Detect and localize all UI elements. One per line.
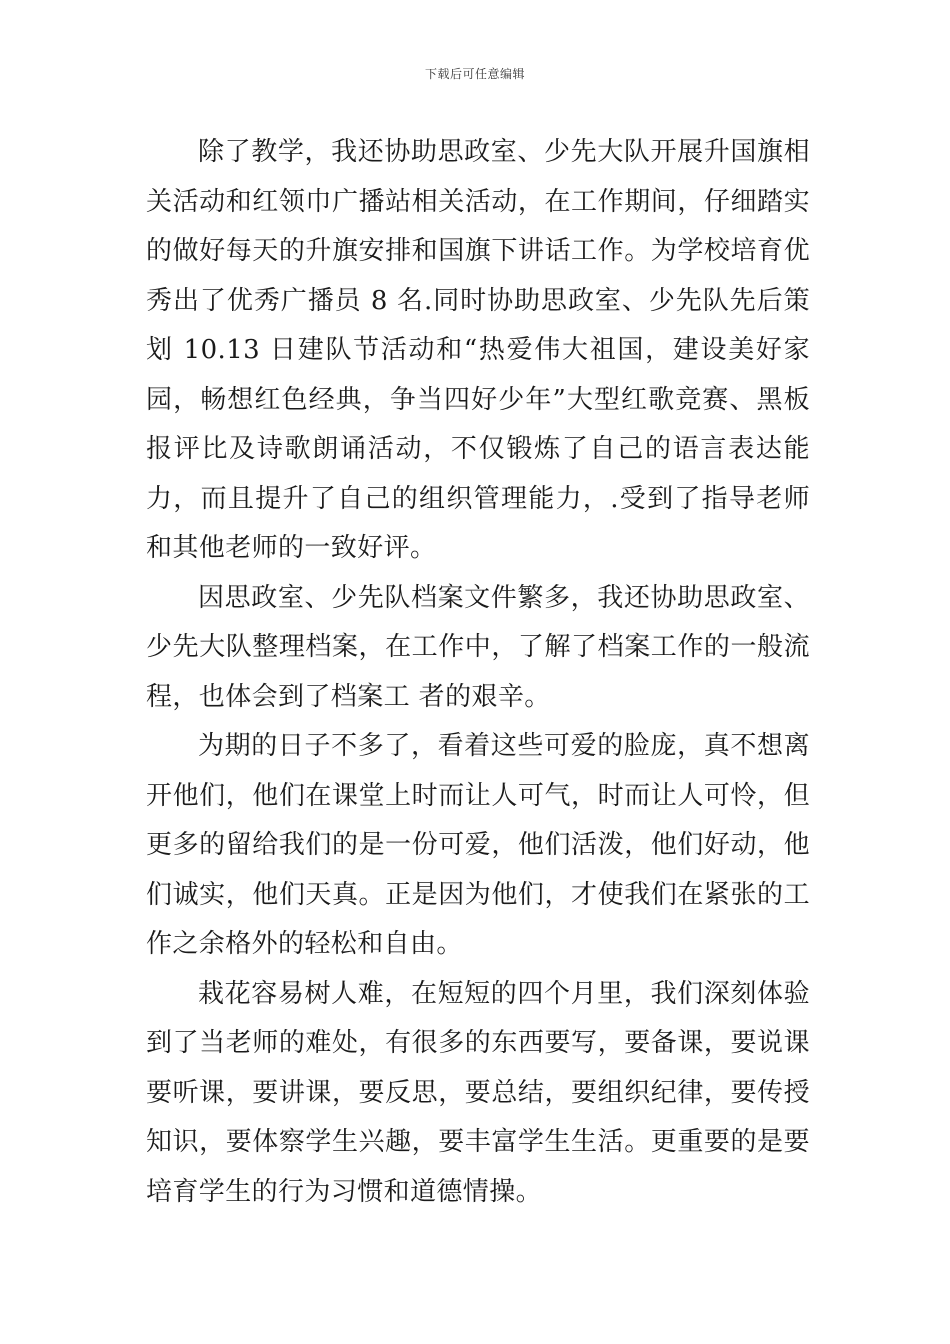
page-header: 下载后可任意编辑 [424, 67, 525, 81]
paragraph-students: 为期的日子不多了，看着这些可爱的脸庞，真不想离开他们，他们在课堂上时而让人可气，时而让人可怜，但更多的留给我们的是一份可爱，他们活泼，他们好动，他们诚实，他们天真。正是因为他们，才使我们在紧张的工作之余格外的轻松和自由。 [146, 731, 810, 959]
paragraph-archives: 因思政室、少先队档案文件繁多，我还协助思政室、少先大队整理档案，在工作中，了解了档案工作的一般流程，也体会到了档案工 者的艰辛。 [146, 582, 810, 712]
document-body [146, 128, 810, 1217]
paragraph-teaching-activities: 除了教学，我还协助思政室、少先大队开展升国旗相关活动和红领巾广播站相关活动，在工作期间，仔细踏实的做好每天的升旗安排和国旗下讲话工作。为学校培育优秀出了优秀广播员 8 名.同时协助思政室、少先队先后策划 10.13 日建队节活动和“热爱伟大祖国，建设美好家园，畅想红色经典，争当四好少年”大型红歌竞赛、黑板报评比及诗歌朗诵活动，不仅锻炼了自己的语言表达能力，而且提升了自己的组织管理能力，.受到了指导老师和其他老师的一致好评。 [146, 137, 810, 563]
paragraph-teacher-difficulty: 栽花容易树人难，在短短的四个月里，我们深刻体验到了当老师的难处，有很多的东西要写，要备课，要说课要听课，要讲课，要反思，要总结，要组织纪律，要传授知识，要体察学生兴趣，要丰富学生生活。更重要的是要培育学生的行为习惯和道德情操。 [146, 978, 810, 1207]
